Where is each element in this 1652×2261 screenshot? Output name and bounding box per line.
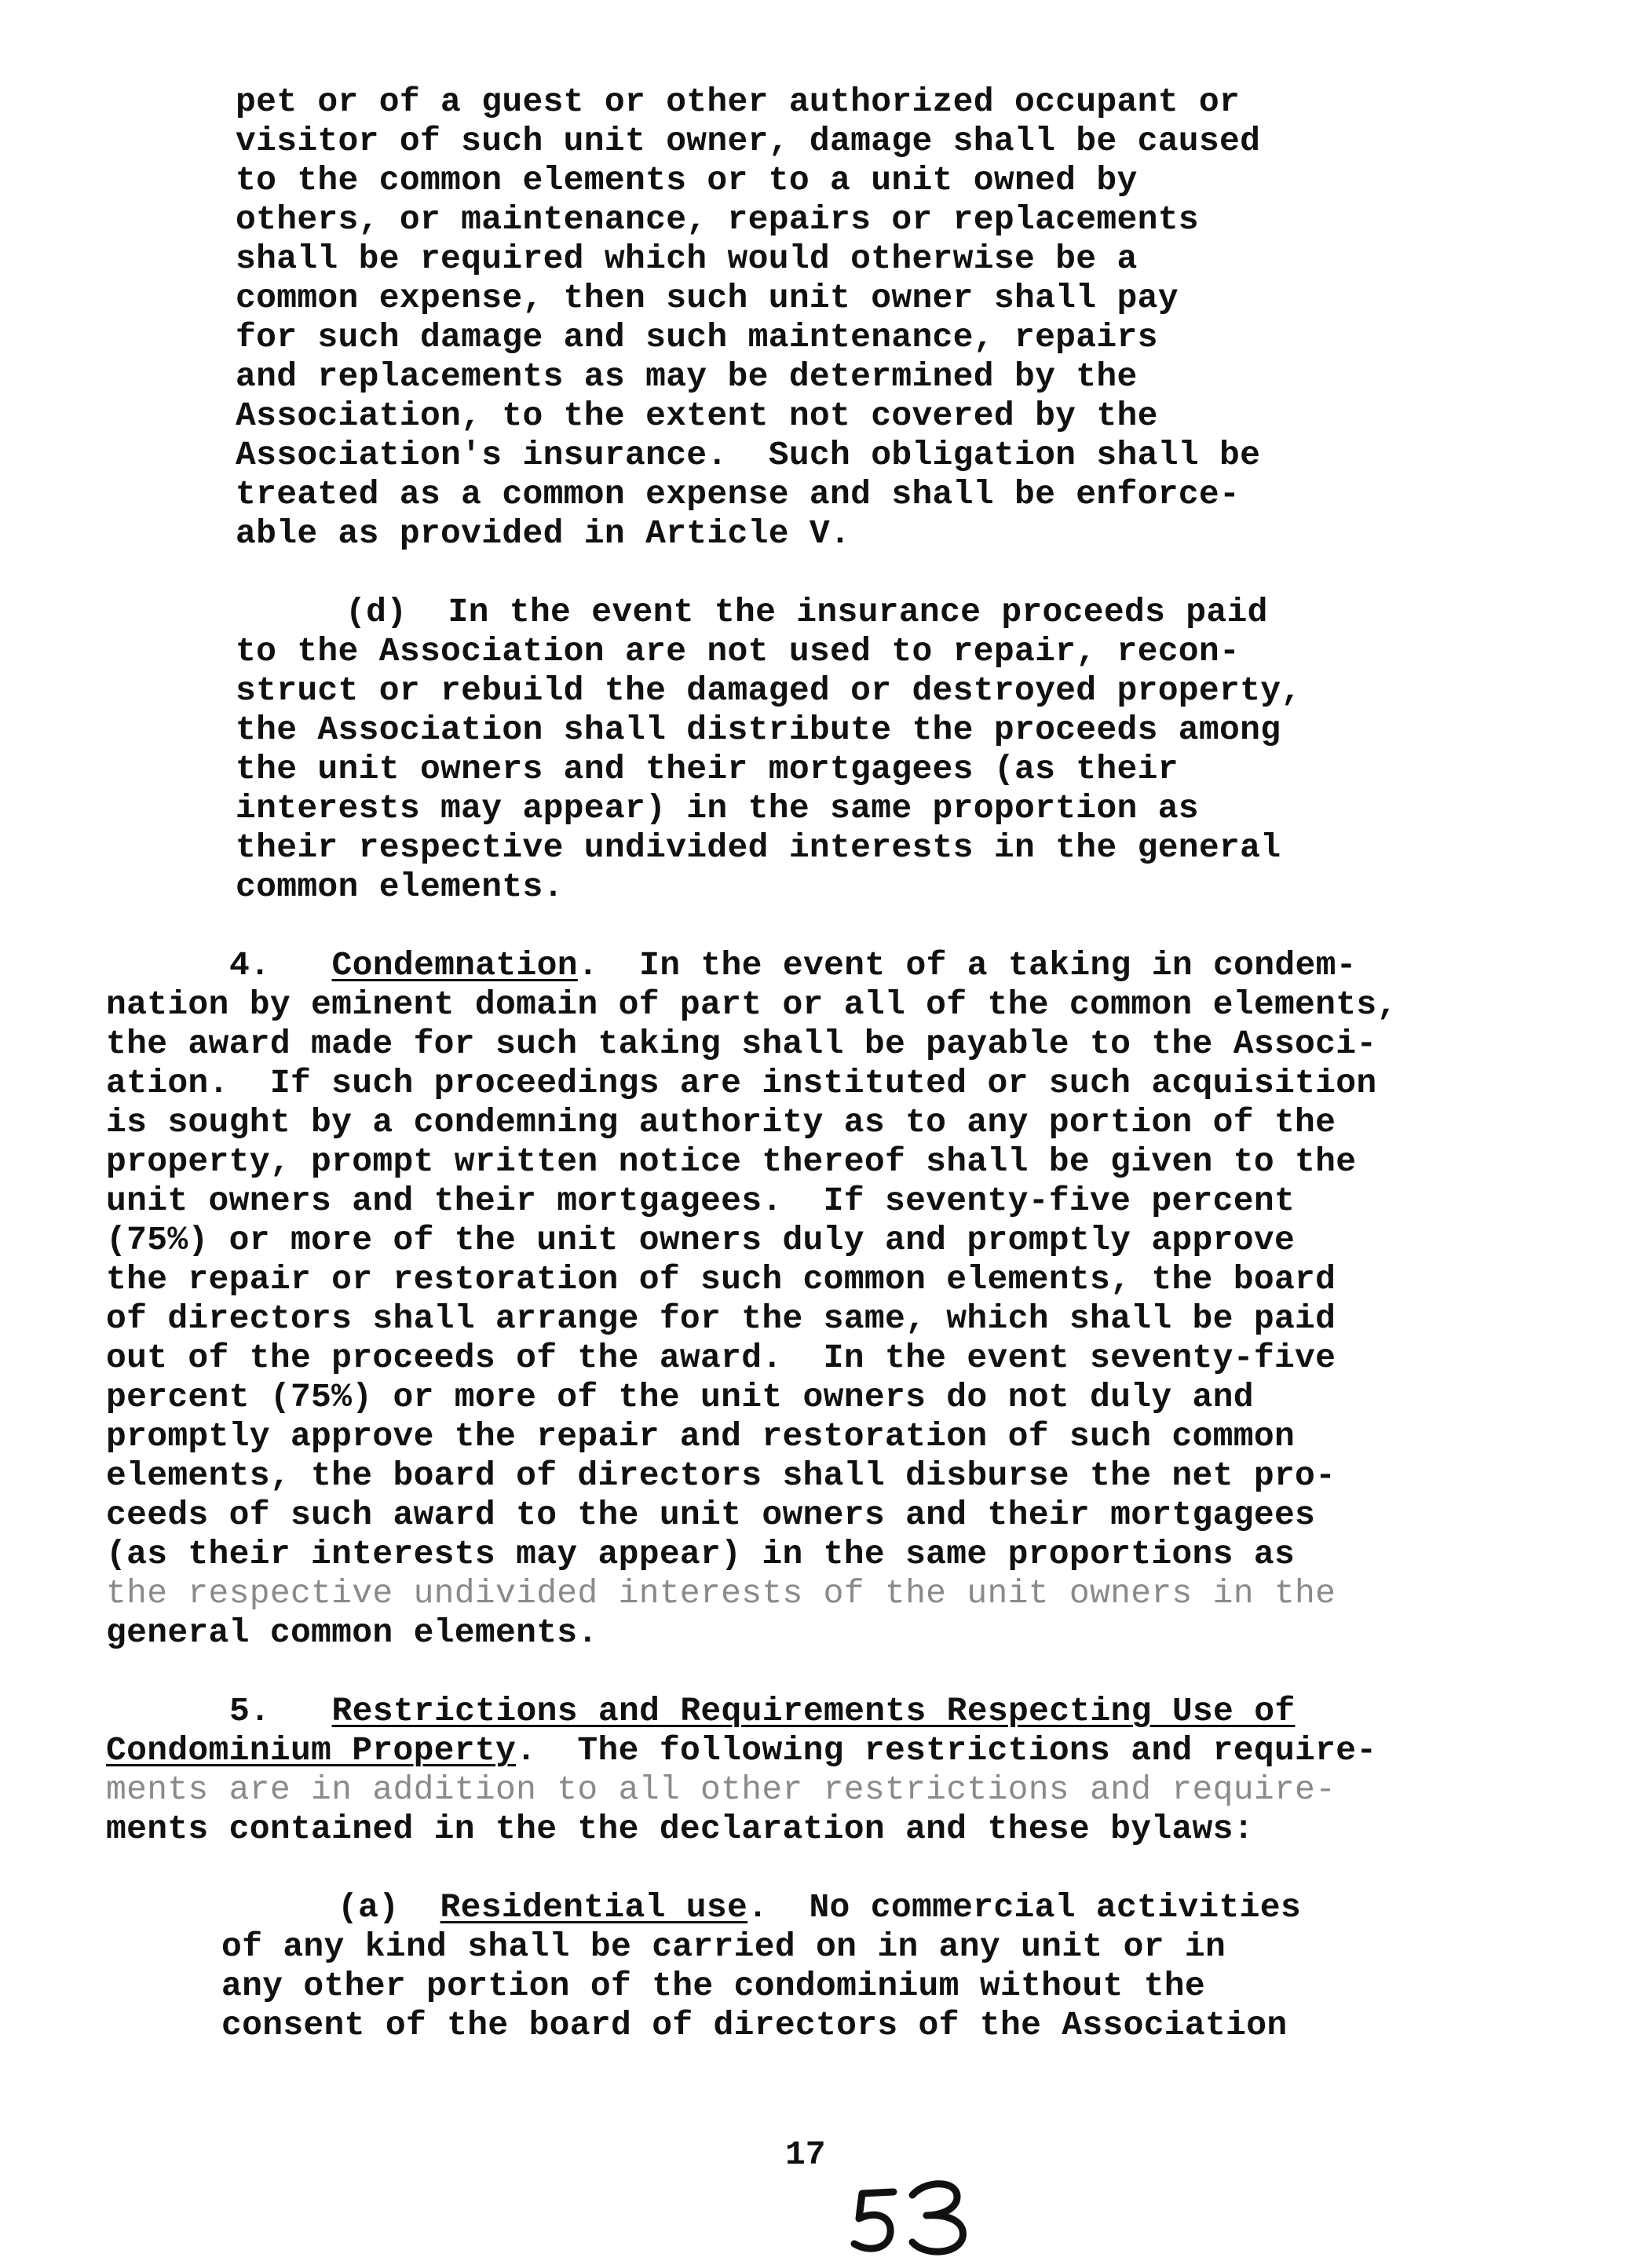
para-d-line-3: struct or rebuild the damaged or destroyed property,	[236, 671, 1302, 710]
page-number: 17	[785, 2135, 826, 2174]
section-5-second-line: Condominium Property. The following restrictions and require-	[106, 1731, 1377, 1770]
para-d-line-1: (d) In the event the insurance proceeds paid	[345, 593, 1268, 631]
section-4-line-18: general common elements.	[106, 1613, 598, 1652]
para-5a-line-3: any other portion of the condominium without the	[221, 1967, 1206, 2005]
section-4-heading: Condemnation	[331, 946, 578, 984]
handwritten-page-mark	[848, 2175, 981, 2261]
section-4-line-4: ation. If such proceedings are instituted or such acquisition	[106, 1064, 1377, 1102]
section-4-line-7: unit owners and their mortgagees. If seventy-five percent	[106, 1182, 1296, 1220]
para-c-line-3: to the common elements or to a unit owned by	[236, 161, 1138, 199]
section-4-line-14: elements, the board of directors shall disburse the net pro-	[106, 1456, 1336, 1495]
para-d-line-6: interests may appear) in the same proportion as	[236, 789, 1199, 827]
para-5a-line-2: of any kind shall be carried on in any unit or in	[221, 1927, 1226, 1966]
para-d-line-4: the Association shall distribute the proceeds among	[236, 710, 1281, 749]
section-4-line-5: is sought by a condemning authority as to any portion of the	[106, 1103, 1336, 1141]
para-c-line-9: Association, to the extent not covered by the	[236, 396, 1158, 435]
para-c-line-2: visitor of such unit owner, damage shall be caused	[236, 122, 1261, 160]
section-4-line-2: nation by eminent domain of part or all of the common elements,	[106, 985, 1398, 1024]
section-4-line-3: the award made for such taking shall be payable to the Associ-	[106, 1025, 1377, 1063]
section-4-line-6: property, prompt written notice thereof shall be given to the	[106, 1142, 1357, 1181]
para-c-line-6: common expense, then such unit owner shall pay	[236, 279, 1179, 317]
section-4-line-16: (as their interests may appear) in the same proportions as	[106, 1535, 1296, 1573]
para-c-line-5: shall be required which would otherwise be a	[236, 239, 1138, 278]
para-5a-label: (a)	[338, 1888, 400, 1927]
para-c-line-8: and replacements as may be determined by the	[236, 357, 1138, 396]
section-4-line-17: the respective undivided interests of the unit owners in the	[106, 1574, 1336, 1613]
section-4-line-8: (75%) or more of the unit owners duly and promptly approve	[106, 1221, 1296, 1259]
section-4-first-line-text: In the event of a taking in condem-	[639, 946, 1357, 984]
section-4-line-11: out of the proceeds of the award. In the event seventy-five	[106, 1339, 1336, 1377]
section-5-number: 5.	[229, 1692, 271, 1730]
para-c-line-12: able as provided in Article V.	[236, 514, 851, 553]
para-c-line-10: Association's insurance. Such obligation shall be	[236, 436, 1261, 474]
section-5-line-3: ments are in addition to all other restrictions and require-	[106, 1770, 1336, 1809]
para-d-line-5: the unit owners and their mortgagees (as their	[236, 750, 1179, 788]
section-4-line-15: ceeds of such award to the unit owners and their mortgagees	[106, 1496, 1316, 1534]
para-5a-first-line: (a) Residential use. No commercial activities	[338, 1888, 1301, 1927]
section-4-line-13: promptly approve the repair and restoration of such common	[106, 1417, 1296, 1456]
para-5a-heading: Residential use	[440, 1888, 748, 1927]
para-c-line-4: others, or maintenance, repairs or replacements	[236, 200, 1199, 239]
para-5a-first-line-text: No commercial activities	[809, 1888, 1301, 1927]
section-4-line-9: the repair or restoration of such common elements, the board	[106, 1260, 1336, 1299]
section-5-first-line	[229, 1692, 1295, 1731]
para-c-line-1: pet or of a guest or other authorized occupant or	[236, 82, 1241, 121]
para-5a-line-4: consent of the board of directors of the Association	[221, 2006, 1288, 2044]
section-4-first-line: 4. Condemnation. In the event of a taking in condem-	[229, 946, 1357, 984]
para-c-line-7: for such damage and such maintenance, repairs	[236, 318, 1158, 356]
section-5-second-line-text: The following restrictions and require-	[577, 1731, 1377, 1770]
section-5-line-4: ments contained in the the declaration and these bylaws:	[106, 1810, 1254, 1848]
section-4-line-12: percent (75%) or more of the unit owners do not duly and	[106, 1378, 1254, 1416]
para-d-line-8: common elements.	[236, 868, 564, 906]
section-5-heading-line-1: Restrictions and Requirements Respecting Use of	[331, 1692, 1296, 1730]
para-c-line-11: treated as a common expense and shall be enforce-	[236, 475, 1241, 513]
para-d-line-2: to the Association are not used to repair, recon-	[236, 632, 1241, 670]
para-d-line-7: their respective undivided interests in the general	[236, 828, 1281, 867]
section-4-number: 4.	[229, 946, 271, 984]
section-5-heading-line-2: Condominium Property	[106, 1731, 517, 1770]
section-4-line-10: of directors shall arrange for the same, which shall be paid	[106, 1299, 1336, 1338]
